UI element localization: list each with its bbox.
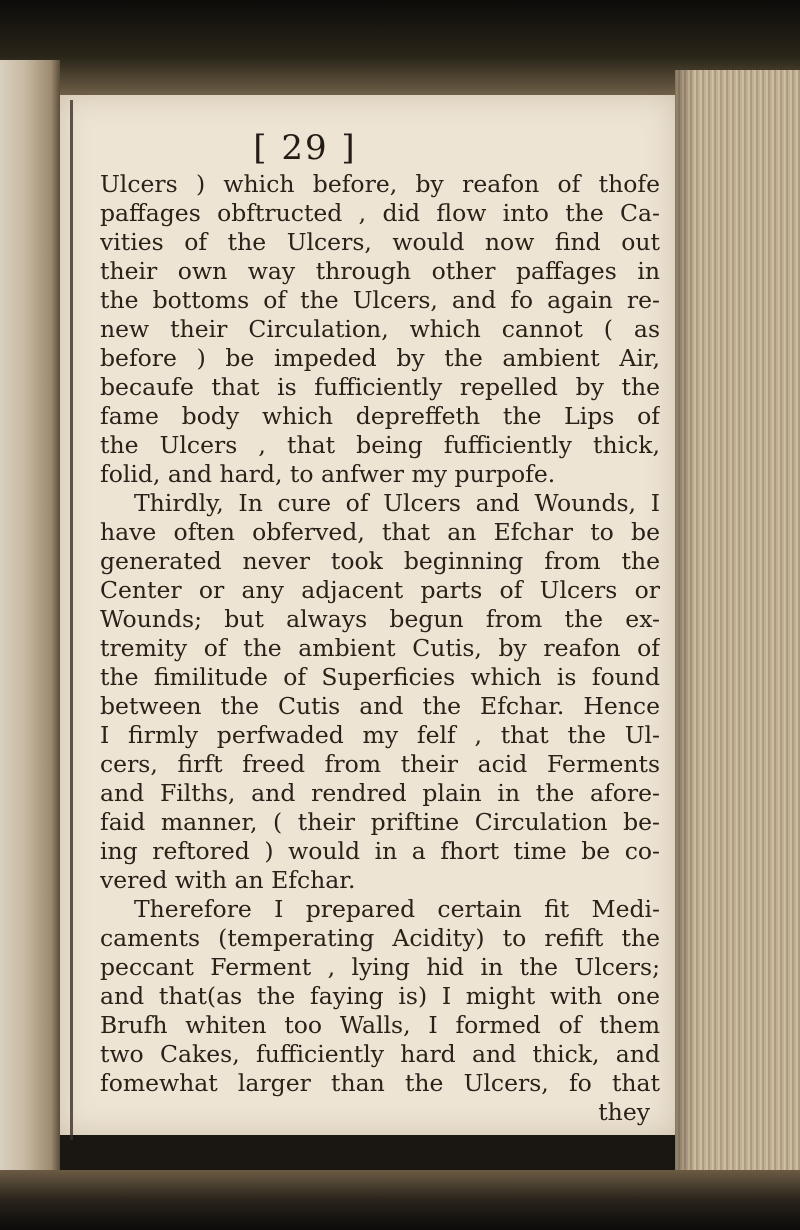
text-line: Center or any adjacent parts of Ulcers or: [100, 576, 660, 604]
fore-edge-shadow: [675, 70, 695, 1170]
text-line: tremity of the ambient Cutis, by reafon of: [100, 634, 660, 662]
text-line: becaufe that is fufficiently repelled by the: [100, 373, 660, 401]
text-line: I firmly perfwaded my felf , that the Ul-: [100, 721, 660, 749]
paragraph-start-line: Thirdly, In cure of Ulcers and Wounds, I: [134, 489, 660, 517]
page-gutter: [70, 100, 73, 1140]
text-line: fomewhat larger than the Ulcers, fo that: [100, 1069, 660, 1097]
text-line: before ) be impeded by the ambient Air,: [100, 344, 660, 372]
text-line: cers, firft freed from their acid Ferments: [100, 750, 660, 778]
text-line: paffages obftructed , did flow into the Ca-: [100, 199, 660, 227]
page-body-text: [100, 170, 660, 1127]
scan-background-bottom: [0, 1170, 800, 1230]
page-number: [ 29 ]: [253, 128, 357, 168]
text-line: and Filths, and rendred plain in the afore-: [100, 779, 660, 807]
text-line: two Cakes, fufficiently hard and thick, and: [100, 1040, 660, 1068]
text-line: vered with an Efchar.: [100, 866, 356, 894]
text-line: have often obferved, that an Efchar to be: [100, 518, 660, 546]
text-line: their own way through other paffages in: [100, 257, 660, 285]
text-line: faid manner, ( their priftine Circulation be-: [100, 808, 660, 836]
catchword: they: [598, 1098, 650, 1126]
text-line: fame body which depreffeth the Lips of: [100, 402, 660, 430]
text-line: Brufh whiten too Walls, I formed of them: [100, 1011, 660, 1039]
text-line: new their Circulation, which cannot ( as: [100, 315, 660, 343]
text-line: generated never took beginning from the: [100, 547, 660, 575]
text-line: and that(as the faying is) I might with one: [100, 982, 660, 1010]
text-line: Ulcers ) which before, by reafon of thofe: [100, 170, 660, 198]
text-line: ing reftored ) would in a fhort time be co-: [100, 837, 660, 865]
text-line: folid, and hard, to anfwer my purpofe.: [100, 460, 556, 488]
text-line: the fimilitude of Superficies which is found: [100, 663, 660, 691]
text-line: vities of the Ulcers, would now find out: [100, 228, 660, 256]
text-line: the Ulcers , that being fufficiently thick,: [100, 431, 660, 459]
paragraph-start-line: Therefore I prepared certain fit Medi-: [134, 895, 660, 923]
text-line: caments (temperating Acidity) to refift the: [100, 924, 660, 952]
text-line: peccant Ferment , lying hid in the Ulcers;: [100, 953, 660, 981]
text-line: Wounds; but always begun from the ex-: [100, 605, 660, 633]
text-line: between the Cutis and the Efchar. Hence: [100, 692, 660, 720]
book-left-edge: [0, 60, 60, 1180]
text-line: the bottoms of the Ulcers, and fo again re-: [100, 286, 660, 314]
